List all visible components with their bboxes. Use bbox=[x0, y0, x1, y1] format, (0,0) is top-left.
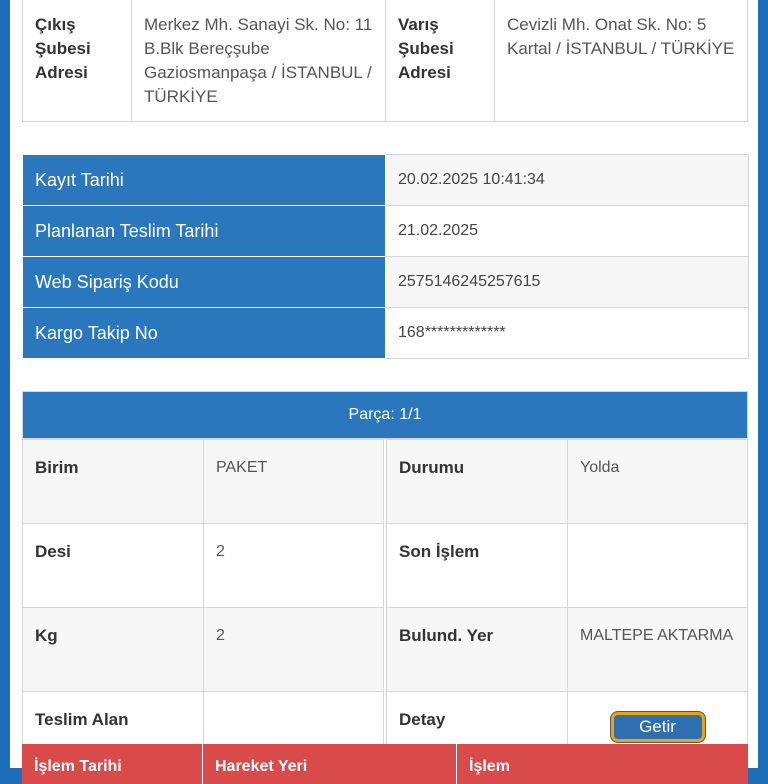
address-table bbox=[22, 0, 748, 122]
info-value: 2575146245257615 bbox=[386, 257, 749, 308]
parca-details-left bbox=[22, 439, 384, 776]
detail-row bbox=[387, 524, 748, 608]
detail-value: PAKET bbox=[204, 440, 384, 524]
getir-button[interactable]: Getir bbox=[611, 712, 705, 742]
shipment-info-table bbox=[22, 154, 749, 359]
info-value: 20.02.2025 10:41:34 bbox=[386, 155, 749, 206]
status-value: Yolda bbox=[568, 440, 748, 524]
info-label: Kargo Takip No bbox=[23, 308, 386, 359]
detail-row bbox=[23, 608, 384, 692]
detail-label: Son İşlem bbox=[387, 524, 568, 608]
detail-row bbox=[23, 524, 384, 608]
movements-header bbox=[22, 744, 748, 784]
info-row bbox=[23, 257, 749, 308]
arrival-branch-label: Varış Şubesi Adresi bbox=[386, 0, 495, 122]
movements-col-date: İşlem Tarihi bbox=[22, 744, 203, 784]
detail-value: 2 bbox=[204, 608, 384, 692]
detail-label: Durumu bbox=[387, 440, 568, 524]
departure-branch-address: Merkez Mh. Sanayi Sk. No: 11 B.Blk Bereçşube Gaziosmanpaşa / İSTANBUL / TÜRKİYE bbox=[132, 0, 386, 122]
info-label: Kayıt Tarihi bbox=[23, 155, 386, 206]
detail-label: Teslim Alan bbox=[23, 692, 204, 776]
detail-row bbox=[23, 440, 384, 524]
detail-label: Birim bbox=[23, 440, 204, 524]
info-row bbox=[23, 155, 749, 206]
info-value: 21.02.2025 bbox=[386, 206, 749, 257]
location-value: MALTEPE AKTARMA bbox=[568, 608, 748, 692]
content-panel bbox=[10, 0, 758, 775]
detail-label: Bulund. Yer bbox=[387, 608, 568, 692]
info-label: Web Sipariş Kodu bbox=[23, 257, 386, 308]
detail-value: 2 bbox=[204, 524, 384, 608]
parca-header: Parça: 1/1 bbox=[22, 391, 748, 439]
departure-branch-label: Çıkış Şubesi Adresi bbox=[23, 0, 132, 122]
info-value: 168************* bbox=[386, 308, 749, 359]
detail-label: Kg bbox=[23, 608, 204, 692]
detail-value bbox=[568, 524, 748, 608]
info-row bbox=[23, 308, 749, 359]
detail-label: Desi bbox=[23, 524, 204, 608]
detail-row bbox=[387, 440, 748, 524]
movements-col-location: Hareket Yeri bbox=[203, 744, 457, 784]
movements-col-action: İşlem bbox=[469, 758, 510, 775]
detail-label: Detay bbox=[387, 692, 568, 780]
detail-row bbox=[387, 608, 748, 692]
info-row bbox=[23, 206, 749, 257]
info-label: Planlanan Teslim Tarihi bbox=[23, 206, 386, 257]
parca-details-right bbox=[386, 439, 748, 780]
arrival-branch-address: Cevizli Mh. Onat Sk. No: 5 Kartal / İSTANBUL / TÜRKİYE bbox=[495, 0, 748, 122]
